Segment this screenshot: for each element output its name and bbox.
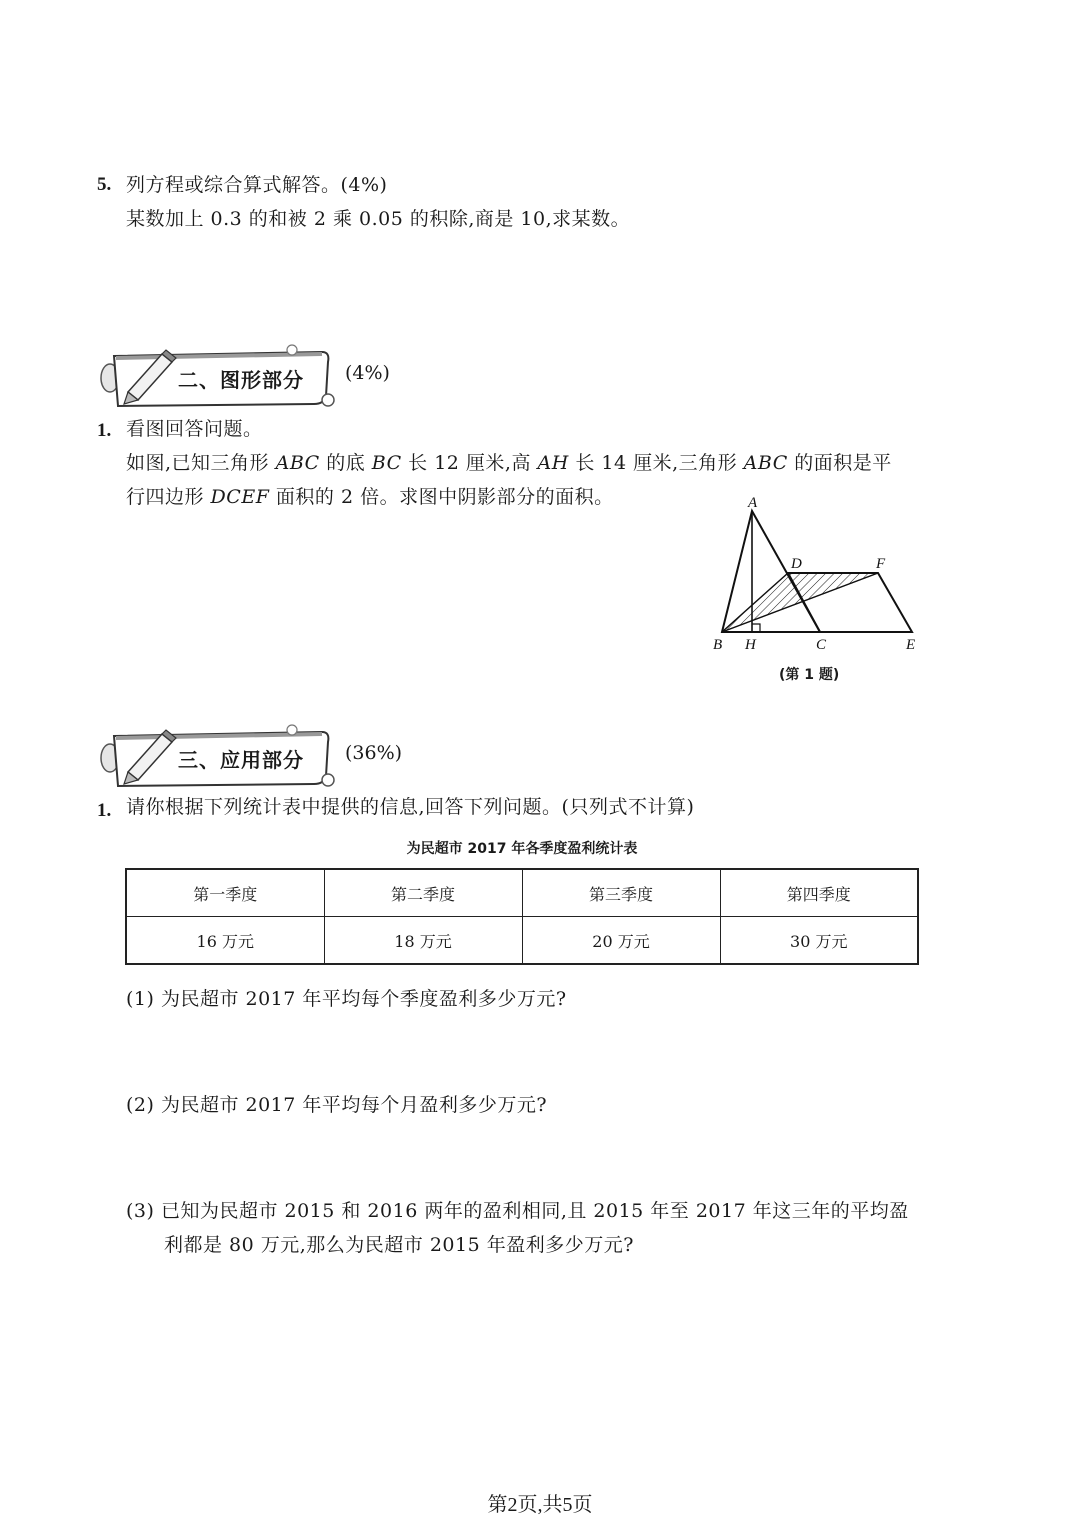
math-label: ABC [275, 452, 320, 474]
sub-question-3-line1: (3) 已知为民超市 2015 和 2016 两年的盈利相同,且 2015 年至 2017 年这三年的平均盈 [126, 1200, 909, 1222]
table-cell: 18 万元 [324, 917, 522, 965]
profit-table [125, 868, 919, 965]
question-title: 请你根据下列统计表中提供的信息,回答下列问题。(只列式不计算) [126, 796, 695, 818]
section-banner-application [100, 724, 340, 788]
label-d: D [791, 556, 802, 572]
table-row [126, 917, 918, 965]
page-number: 第2页,共5页 [487, 1494, 593, 1516]
question-number: 1. [97, 800, 112, 821]
text-segment: 面积的 2 倍。求图中阴影部分的面积。 [269, 486, 614, 508]
figure-caption: (第 1 题) [779, 667, 840, 683]
text-segment: 长 12 厘米,高 [401, 452, 538, 474]
text-segment: 的面积是平 [787, 452, 892, 474]
question-body: 某数加上 0.3 的和被 2 乘 0.05 的积除,商是 10,求某数。 [126, 208, 631, 230]
text-segment: 长 14 厘米,三角形 [568, 452, 744, 474]
table-header-cell: 第一季度 [126, 869, 324, 917]
question-body-line1 [126, 446, 892, 480]
text-segment: 的底 [319, 452, 372, 474]
question-title: 列方程或综合算式解答。(4%) [126, 174, 388, 196]
table-header-cell: 第四季度 [720, 869, 918, 917]
question-body-line2 [126, 480, 614, 514]
math-label: ABC [743, 452, 788, 474]
section-percentage: (4%) [345, 362, 390, 384]
table-header-row [126, 869, 918, 917]
sub-question-3-line2: 利都是 80 万元,那么为民超市 2015 年盈利多少万元? [164, 1234, 634, 1256]
section-title: 三、应用部分 [178, 748, 304, 772]
label-e: E [906, 637, 916, 653]
question-title: 看图回答问题。 [126, 418, 263, 440]
table-header-cell: 第二季度 [324, 869, 522, 917]
question-number: 5. [97, 174, 112, 195]
sub-question-1: (1) 为民超市 2017 年平均每个季度盈利多少万元? [126, 988, 567, 1010]
table-header-cell: 第三季度 [522, 869, 720, 917]
question-number: 1. [97, 420, 112, 441]
table-cell: 16 万元 [126, 917, 324, 965]
math-label: AH [537, 452, 569, 474]
label-c: C [816, 637, 827, 653]
label-h: H [745, 637, 756, 653]
section-banner-geometry [100, 344, 340, 408]
sub-question-2: (2) 为民超市 2017 年平均每个月盈利多少万元? [126, 1094, 548, 1116]
table-title: 为民超市 2017 年各季度盈利统计表 [406, 841, 638, 857]
right-angle-mark [752, 624, 760, 632]
text-segment: 行四边形 [126, 486, 211, 508]
section-title: 二、图形部分 [178, 368, 304, 392]
table-cell: 20 万元 [522, 917, 720, 965]
section-percentage: (36%) [345, 742, 403, 764]
math-label: BC [371, 452, 402, 474]
label-b: B [713, 637, 723, 653]
label-a: A [748, 495, 758, 511]
table-cell: 30 万元 [720, 917, 918, 965]
text-segment: 如图,已知三角形 [126, 452, 276, 474]
math-label: DCEF [210, 486, 270, 508]
label-f: F [876, 556, 886, 572]
